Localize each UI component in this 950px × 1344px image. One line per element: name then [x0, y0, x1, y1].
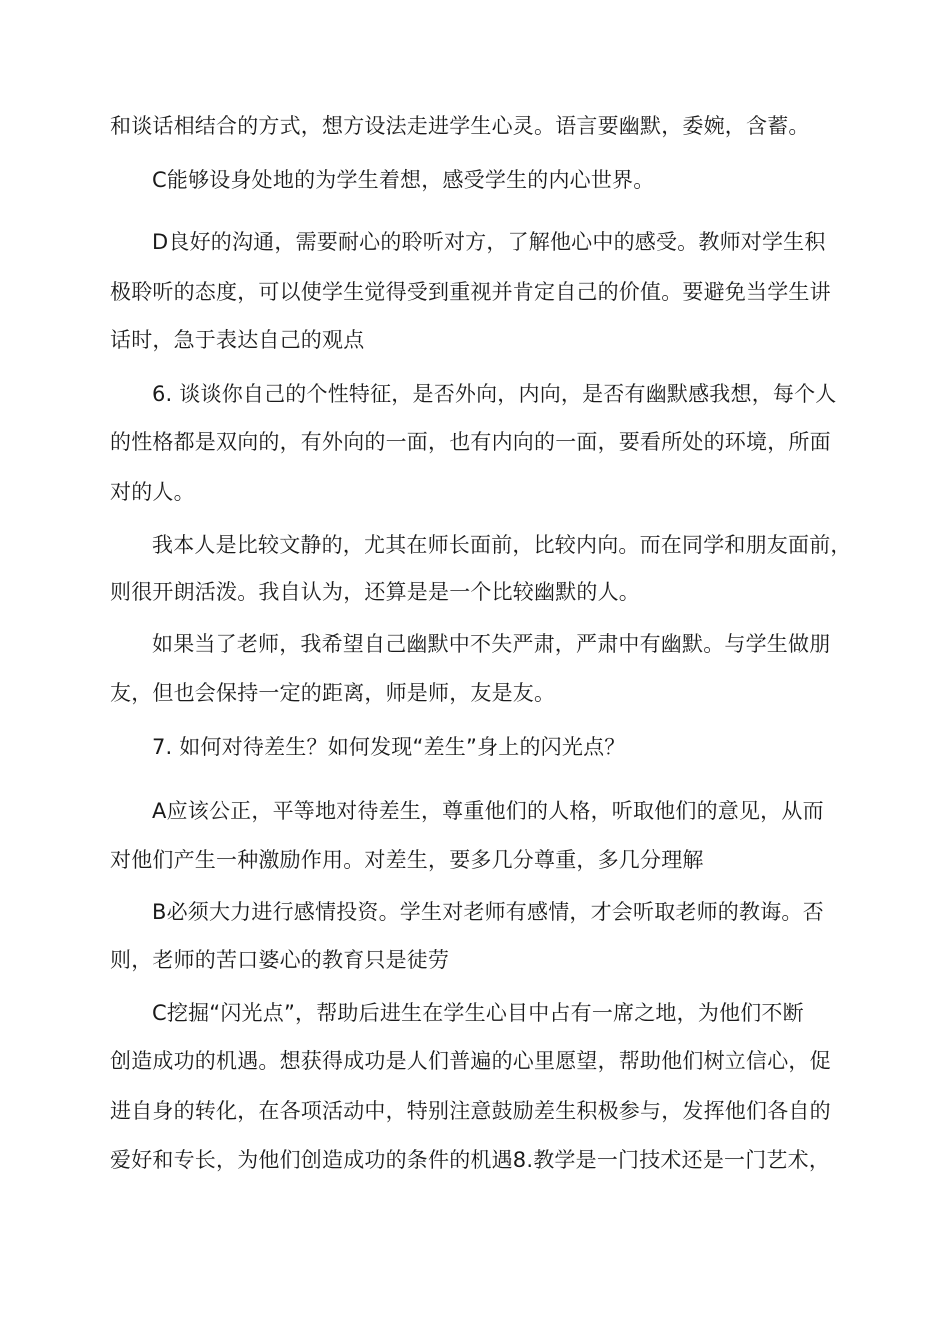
text-line-3: D良好的沟通，需要耐心的聆听对方，了解他心中的感受。教师对学生积 — [152, 230, 826, 254]
text-line-11: 如果当了老师，我希望自己幽默中不失严肃，严肃中有幽默。与学生做朋 — [152, 632, 831, 656]
text-line-20: 进自身的转化，在各项活动中，特别注意鼓励差生积极参与，发挥他们各自的 — [110, 1099, 831, 1123]
text-line-8: 对的人。 — [110, 480, 195, 504]
text-line-7: 的性格都是双向的，有外向的一面，也有内向的一面，要看所处的环境，所面 — [110, 430, 831, 454]
text-line-12: 友，但也会保持一定的距离，师是师，友是友。 — [110, 681, 556, 705]
text-line-1: 和谈话相结合的方式，想方设法走进学生心灵。语言要幽默，委婉，含蓄。 — [110, 114, 810, 138]
text-line-5: 话时，急于表达自己的观点 — [110, 328, 365, 352]
text-line-21: 爱好和专长，为他们创造成功的条件的机遇8.教学是一门技术还是一门艺术， — [110, 1148, 831, 1172]
text-line-4: 极聆听的态度，可以使学生觉得受到重视并肯定自己的价值。要避免当学生讲 — [110, 280, 831, 304]
text-line-6: 6. 谈谈你自己的个性特征，是否外向，内向，是否有幽默感我想，每个人 — [152, 382, 837, 406]
text-line-13: 7. 如何对待差生？如何发现“差生”身上的闪光点？ — [152, 735, 626, 759]
text-line-16: B必须大力进行感情投资。学生对老师有感情，才会听取老师的教诲。否 — [152, 900, 824, 924]
text-line-18: C挖掘“闪光点”，帮助后进生在学生心目中占有一席之地，为他们不断 — [152, 1001, 804, 1025]
text-line-9: 我本人是比较文静的，尤其在师长面前，比较内向。而在同学和朋友面前， — [152, 533, 852, 557]
text-line-17: 则，老师的苦口婆心的教育只是徒劳 — [110, 948, 450, 972]
text-line-10: 则很开朗活泼。我自认为，还算是是一个比较幽默的人。 — [110, 580, 640, 604]
text-line-2: C能够设身处地的为学生着想，感受学生的内心世界。 — [152, 168, 655, 192]
text-line-19: 创造成功的机遇。想获得成功是人们普遍的心里愿望，帮助他们树立信心，促 — [110, 1049, 831, 1073]
text-line-14: A应该公正，平等地对待差生，尊重他们的人格，听取他们的意见，从而 — [152, 799, 824, 823]
text-line-15: 对他们产生一种激励作用。对差生，要多几分尊重，多几分理解 — [110, 848, 704, 872]
